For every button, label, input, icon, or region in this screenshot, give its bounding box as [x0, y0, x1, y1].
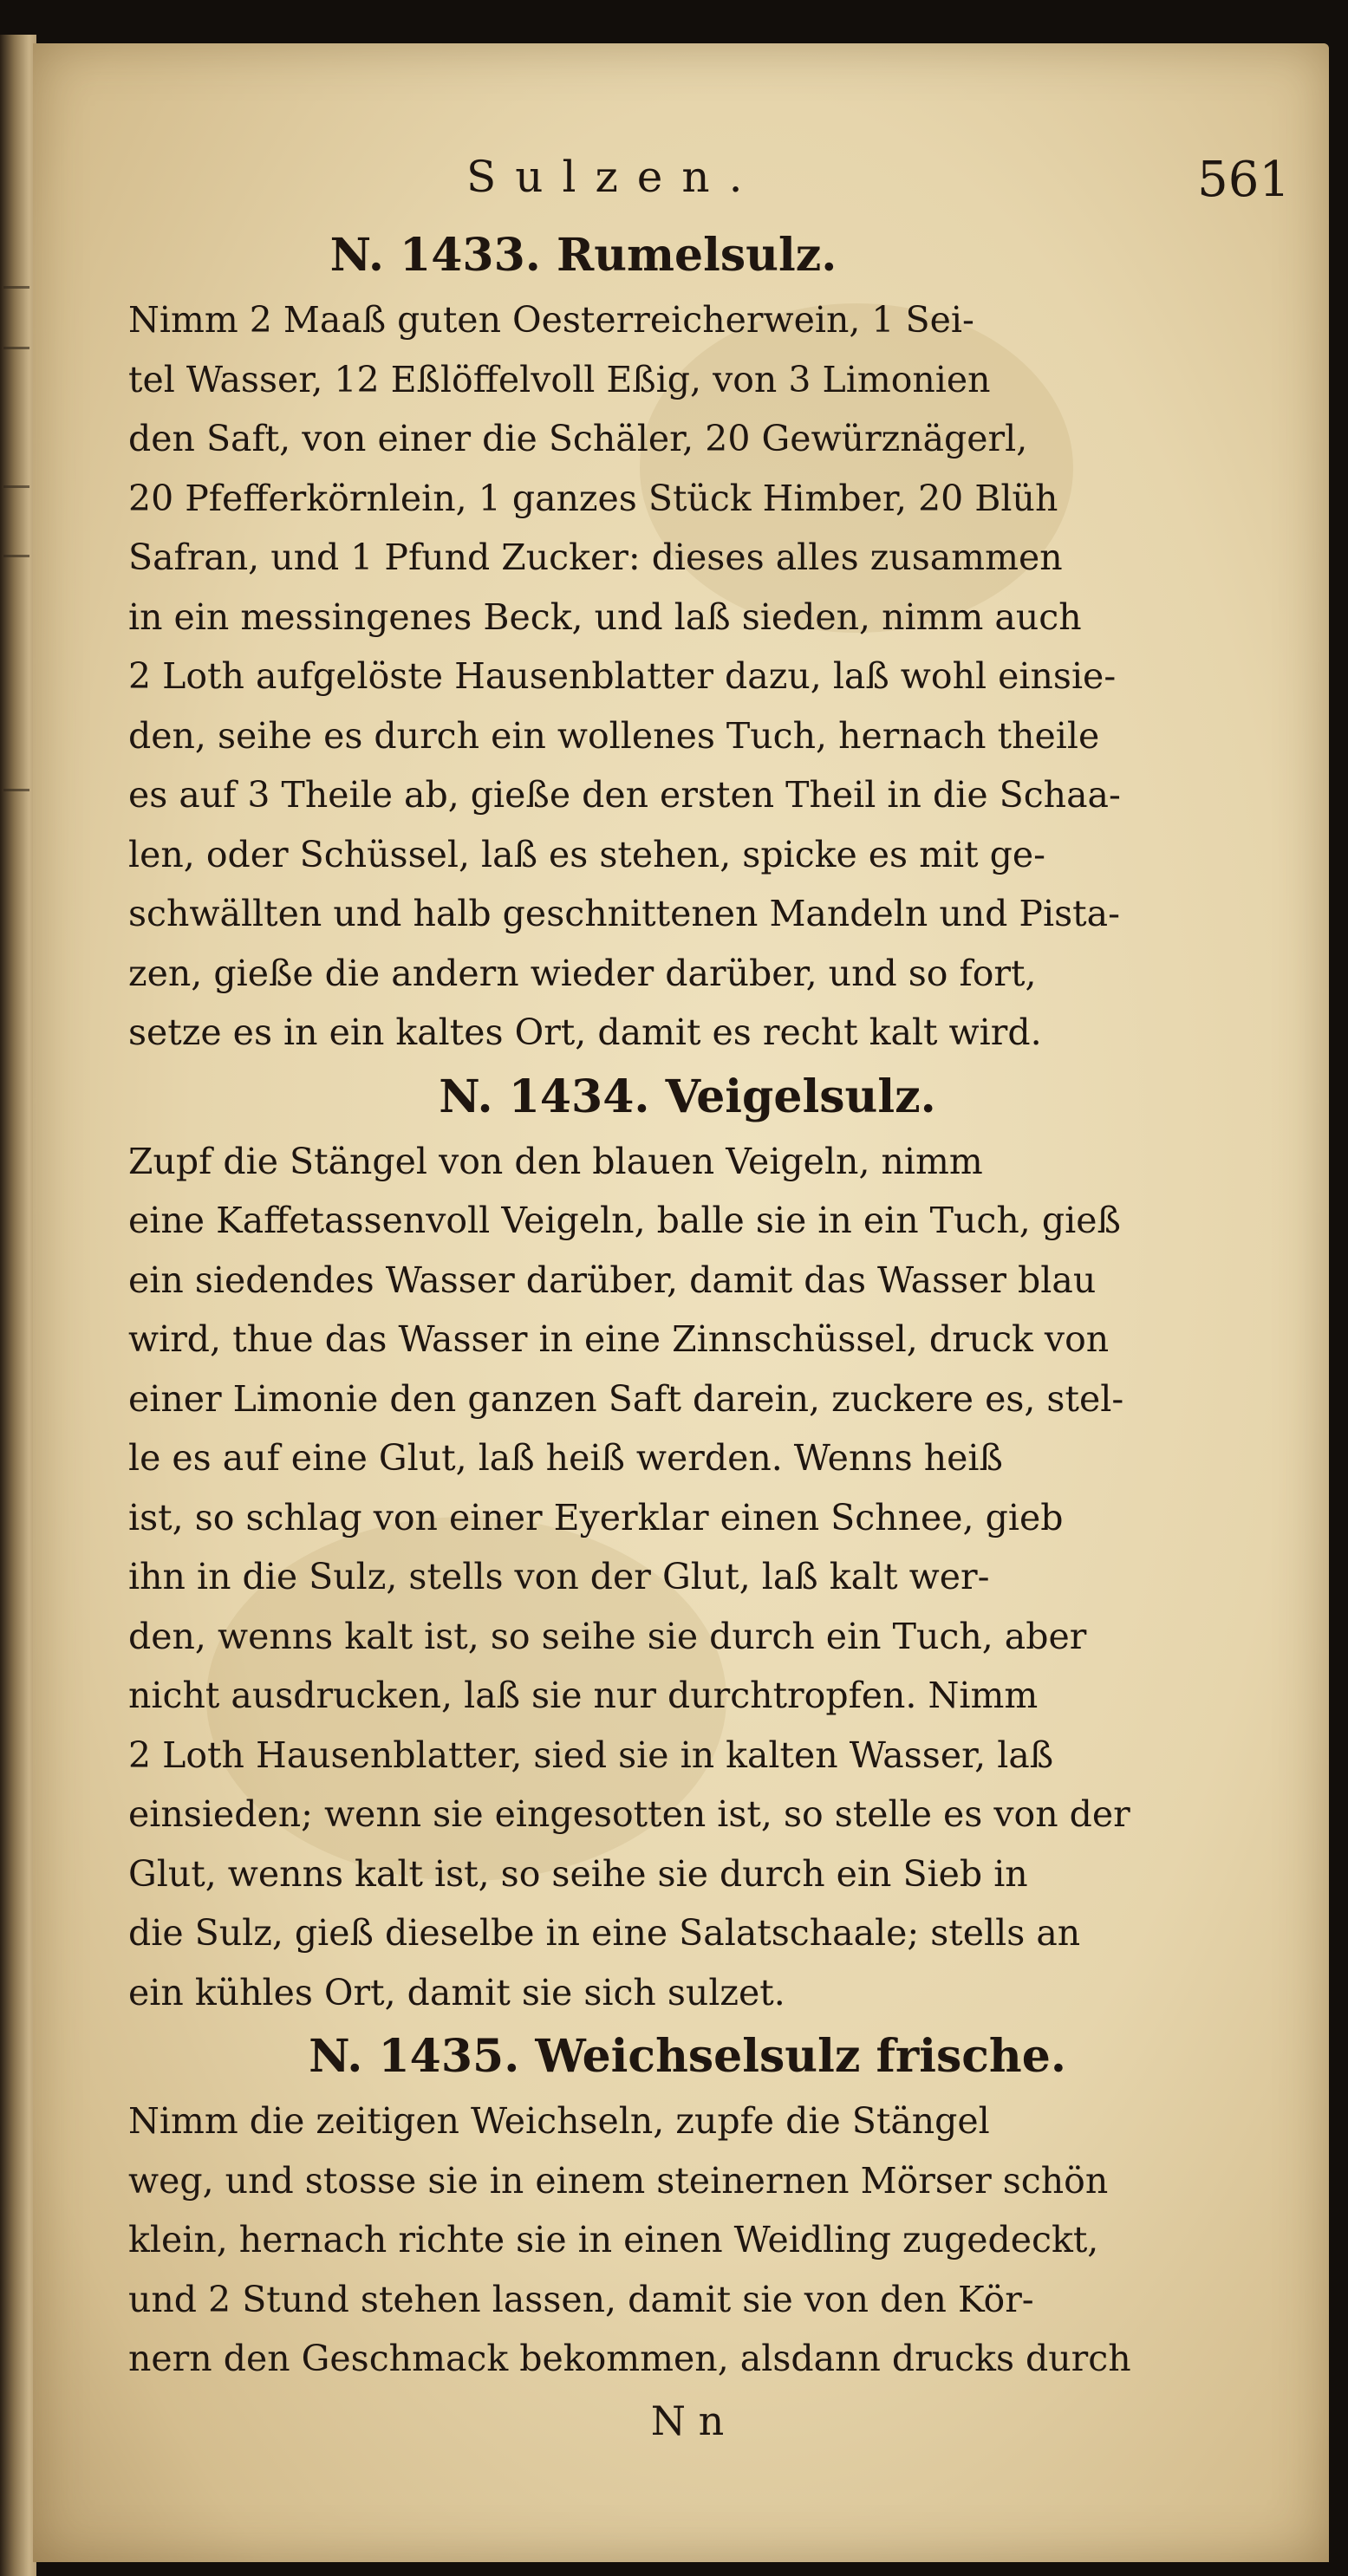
text-fragment — [3, 555, 29, 557]
page-number: 561 — [1197, 152, 1290, 208]
text-line: le es auf eine Glut, laß heiß werden. Wenns heiß — [128, 1437, 1003, 1479]
text-line: den, seihe es durch ein wollenes Tuch, hernach theile — [128, 714, 1100, 757]
signature-mark: N n — [650, 2397, 725, 2444]
text-line: den Saft, von einer die Schäler, 20 Gewürznägerl, — [128, 418, 1028, 459]
book-page — [33, 43, 1329, 2562]
text-line: Nimm die zeitigen Weichseln, zupfe die Stängel — [128, 2100, 990, 2142]
text-line: schwällten und halb geschnittenen Mandeln und Pista- — [128, 893, 1120, 934]
previous-page-edge — [0, 35, 36, 2576]
page-text — [128, 126, 1290, 2444]
text-fragment — [3, 789, 29, 791]
text-line: setze es in ein kaltes Ort, damit es recht kalt wird. — [128, 1012, 1042, 1053]
recipe-heading-1435: N. 1435. Weichselsulz frische. — [309, 2030, 1066, 2083]
text-line: nicht ausdrucken, laß sie nur durchtropfen. Nimm — [128, 1675, 1039, 1716]
text-line: 2 Loth Hausenblatter, sied sie in kalten Wasser, laß — [128, 1734, 1054, 1776]
text-line: ein siedendes Wasser darüber, damit das Wasser blau — [128, 1259, 1097, 1301]
text-line: tel Wasser, 12 Eßlöffelvoll Eßig, von 3 Limonien — [128, 358, 991, 400]
text-line: und 2 Stund stehen lassen, damit sie von den Kör- — [128, 2278, 1034, 2320]
recipe-text-1433 — [128, 290, 1247, 1063]
text-line: in ein messingenes Beck, und laß sieden, nimm auch — [128, 595, 1082, 638]
text-fragment — [3, 485, 29, 488]
running-head: Sulzen. — [466, 152, 762, 202]
recipe-heading-1433: N. 1433. Rumelsulz. — [329, 229, 837, 282]
text-line: ihn in die Sulz, stells von der Glut, laß kalt wer- — [128, 1556, 990, 1597]
text-line: ist, so schlag von einer Eyerklar einen Schnee, gieb — [128, 1496, 1064, 1538]
text-line: den, wenns kalt ist, so seihe sie durch ein Tuch, aber — [128, 1615, 1087, 1657]
page-header — [128, 126, 1290, 221]
text-line: weg, und stosse sie in einem steinernen Mörser schön — [128, 2159, 1109, 2202]
text-line: klein, hernach richte sie in einen Weidling zugedeckt, — [128, 2219, 1099, 2261]
text-line: es auf 3 Theile ab, gieße den ersten Theil in die Schaa- — [128, 774, 1121, 816]
text-line: einsieden; wenn sie eingesotten ist, so stelle es von der — [128, 1793, 1130, 1835]
text-line: ein kühles Ort, damit sie sich sulzet. — [128, 1971, 785, 2013]
text-line: zen, gieße die andern wieder darüber, und so fort, — [128, 952, 1037, 994]
text-fragment — [3, 347, 29, 349]
recipe-text-1434 — [128, 1132, 1247, 2023]
text-line: Zupf die Stängel von den blauen Veigeln, nimm — [128, 1140, 983, 1182]
text-line: einer Limonie den ganzen Saft darein, zuckere es, stel- — [128, 1377, 1124, 1420]
text-line: wird, thue das Wasser in eine Zinnschüssel, druck von — [128, 1318, 1110, 1360]
text-line: len, oder Schüssel, laß es stehen, spicke es mit ge- — [128, 833, 1045, 875]
text-line: Nimm 2 Maaß guten Oesterreicherwein, 1 Sei- — [128, 299, 974, 341]
text-line: die Sulz, gieß dieselbe in eine Salatschaale; stells an — [128, 1912, 1081, 1954]
text-line: Safran, und 1 Pfund Zucker: dieses alles zusammen — [128, 537, 1063, 578]
text-line: 2 Loth aufgelöste Hausenblatter dazu, laß wohl einsie- — [128, 655, 1117, 697]
text-line: Glut, wenns kalt ist, so seihe sie durch ein Sieb in — [128, 1852, 1028, 1895]
text-line: eine Kaffetassenvoll Veigeln, balle sie in ein Tuch, gieß — [128, 1200, 1121, 1241]
recipe-heading-1434: N. 1434. Veigelsulz. — [439, 1070, 936, 1123]
recipe-text-1435 — [128, 2091, 1247, 2389]
text-line: 20 Pfefferkörnlein, 1 ganzes Stück Himber, 20 Blüh — [128, 477, 1058, 519]
text-line: nern den Geschmack bekommen, alsdann drucks durch — [128, 2338, 1131, 2379]
